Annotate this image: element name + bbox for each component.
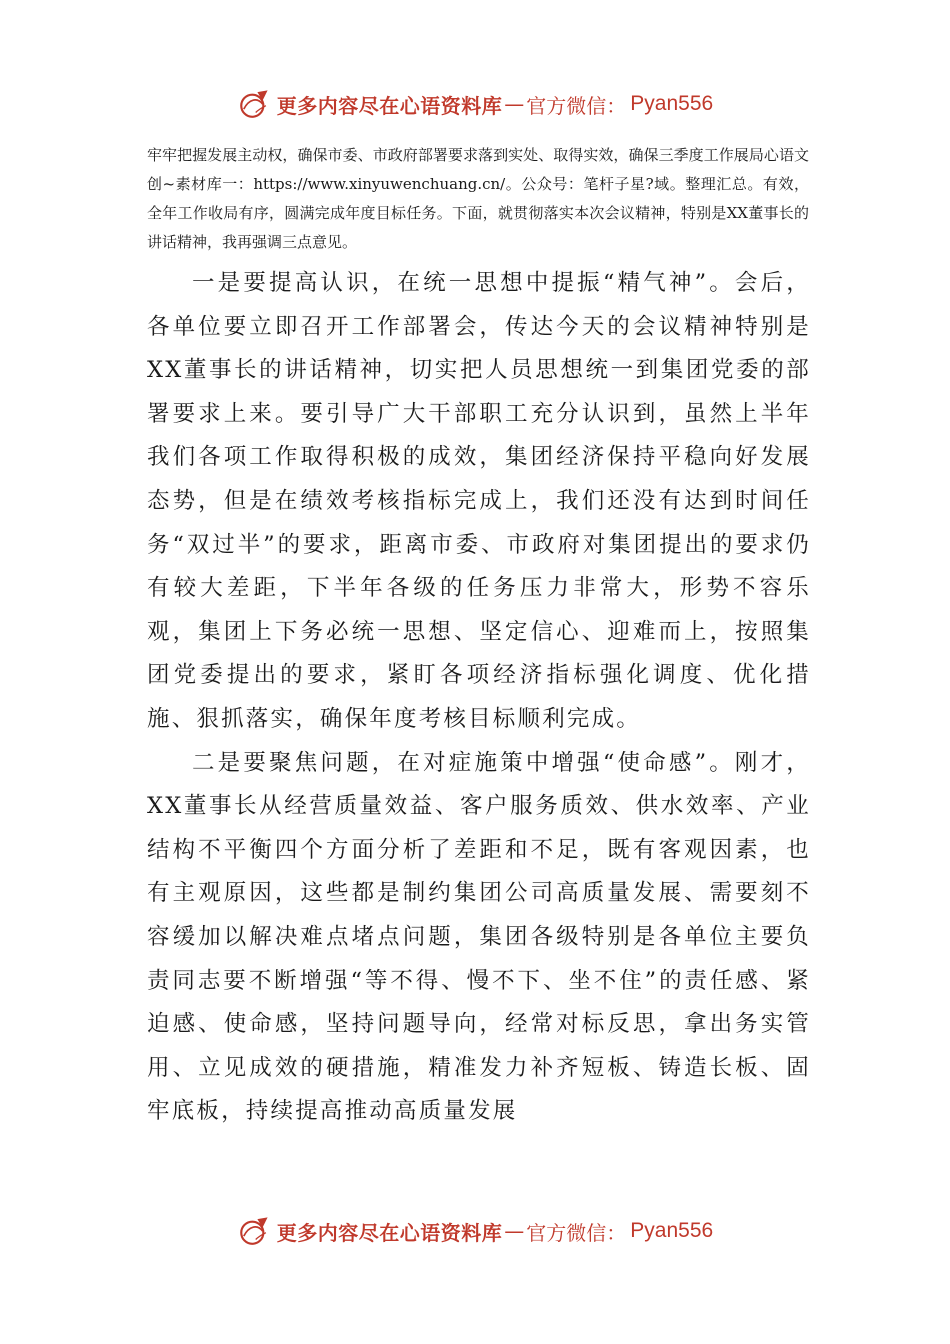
banner-main-text: 更多内容尽在心语资料库 (276, 93, 503, 118)
intro-paragraph-block (147, 141, 809, 257)
banner-main-text: 更多内容尽在心语资料库 (276, 1220, 503, 1245)
paragraph-one: 一是要提高认识，在统一思想中提振“精气神”。会后，各单位要立即召开工作部署会，传达今天的会议精神特别是XX董事长的讲话精神，切实把人员思想统一到集团党委的部署要求上来。要引导广大干部职工充分认识到，虽然上半年我们各项工作取得积极的成效，集团经济保持平稳向好发展态势，但是在绩效考核指标完成上，我们还没有达到时间任务“双过半”的要求，距离市委、市政府对集团提出的要求仍有较大差距，下半年各级的任务压力非常大，形势不容乐观，集团上下务必统一思想、坚定信心、迎难而上，按照集团党委提出的要求，紧盯各项经济指标强化调度、优化措施、狠抓落实，确保年度考核目标顺利完成。 (147, 270, 811, 732)
paragraph-two: 二是要聚焦问题，在对症施策中增强“使命感”。刚才，XX董事长从经营质量效益、客户服务质效、供水效率、产业结构不平衡四个方面分析了差距和不足，既有客观因素，也有主观原因，这些都是制约集团公司高质量发展、需要刻不容缓加以解决难点堵点问题，集团各级特别是各单位主要负责同志要不断增强“等不得、慢不下、坐不住”的责任感、紧迫感、使命感，坚持问题导向，经常对标反思，拿出务实管用、立见成效的硬措施，精准发力补齐短板、铸造长板、固牢底板，持续提高推动高质量发展 (147, 749, 811, 1125)
pen-swirl-logo-icon (237, 1214, 271, 1248)
banner-wechat-id: Pyan556 (630, 1219, 714, 1242)
banner-wechat-label: 官方微信： (526, 93, 627, 118)
header-banner (0, 84, 950, 124)
banner-wechat-label: 官方微信： (526, 1220, 627, 1245)
intro-paragraph: 牢牢把握发展主动权，确保市委、市政府部署要求落到实处、取得实效，确保三季度工作展局心语文创~素材库一：https://www.xinyuwenchuang.cn/。公众号：笔杆子星?域。整理汇总。有效，全年工作收局有序，圆满完成年度目标任务。下面，就贯彻落实本次会议精神，特别是XX董事长的讲话精神，我再强调三点意见。 (147, 146, 809, 251)
footer-banner (0, 1211, 950, 1251)
banner-wechat-id: Pyan556 (630, 92, 714, 115)
document-body (147, 262, 811, 1134)
pen-swirl-logo-icon (237, 87, 271, 121)
banner-dash: — (504, 92, 525, 116)
banner-dash: — (504, 1219, 525, 1243)
